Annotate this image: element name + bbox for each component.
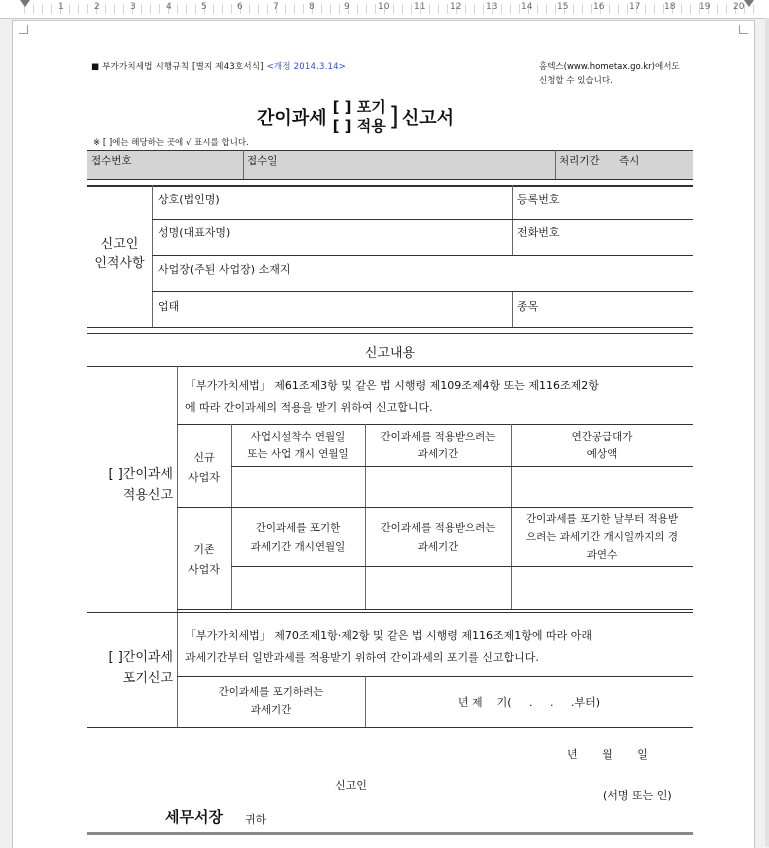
ruler-num: 17 xyxy=(629,2,641,12)
rule xyxy=(152,219,693,220)
rule xyxy=(177,424,693,425)
waive-period-label-line2: 과세기간 xyxy=(250,704,292,716)
rule xyxy=(177,507,693,508)
trade-name-field[interactable]: 상호(법인명) xyxy=(158,193,220,206)
existing-business-label xyxy=(177,540,231,580)
ruler-num: 16 xyxy=(593,2,605,12)
new-col3-line1: 연간공급대가 xyxy=(571,431,633,443)
waive-period-label-line1: 간이과세를 포기하려는 xyxy=(218,686,324,698)
applicant-label-line2: 인적사항 xyxy=(94,256,145,271)
tax-office-label: 세무서장 xyxy=(165,808,223,826)
new-col1-header xyxy=(231,429,365,463)
apply-intro-line1: 「부가가치세법」 제61조제3항 및 같은 법 시행령 제109조제4항 또는 제116조제2항 xyxy=(185,379,599,392)
new-label-line2: 사업자 xyxy=(188,471,220,484)
new-col2-header xyxy=(365,429,511,463)
ex-col3-line1: 간이과세를 포기한 날부터 적용받 xyxy=(525,513,678,525)
online-note xyxy=(539,60,680,88)
honorific: 귀하 xyxy=(245,813,267,826)
rule xyxy=(87,612,693,613)
ex-col3-line3: 과연수 xyxy=(586,549,618,561)
new-tax-period-input[interactable] xyxy=(366,467,510,506)
ex-col1-line2: 과세기간 개시연월일 xyxy=(250,541,346,553)
title-main: 간이과세 xyxy=(257,108,327,129)
title-option-apply[interactable]: [ ] 적용 xyxy=(332,117,386,135)
new-col1-line1: 사업시설착수 연월일 xyxy=(250,431,346,443)
waive-period-input[interactable]: 년 제 기( . . .부터) xyxy=(457,696,601,709)
new-annual-supply-input[interactable] xyxy=(512,467,692,506)
business-type-field[interactable]: 업태 xyxy=(158,300,180,313)
new-start-date-input[interactable] xyxy=(232,467,364,506)
rule xyxy=(177,676,693,677)
indent-right-marker[interactable] xyxy=(744,0,754,7)
margin-corner-mark xyxy=(19,25,28,34)
apply-section-label[interactable] xyxy=(95,464,173,506)
waive-label-line2: 포기신고 xyxy=(122,671,173,686)
waive-intro-line1: 「부가가치세법」 제70조제1항·제2항 및 같은 법 시행령 제116조제1항에 따라 아래 xyxy=(185,629,592,642)
receipt-number-label: 접수번호 xyxy=(91,155,132,167)
form-reference xyxy=(91,60,346,72)
rule xyxy=(177,609,693,610)
ruler-num: 10 xyxy=(378,2,390,12)
ex-col2-header xyxy=(365,519,511,557)
receipt-date-label: 접수일 xyxy=(247,155,278,167)
apply-label-line1: [ ]간이과세 xyxy=(108,467,173,482)
ruler-num: 5 xyxy=(201,2,207,12)
waive-intro-line2: 과세기간부터 일반과세를 적용받기 위하여 간이과세의 포기를 신고합니다. xyxy=(185,651,539,664)
ruler-num: 6 xyxy=(237,2,243,12)
form-ref-text: ■ 부가가치세법 시행규칙 [별지 제43호서식] xyxy=(91,62,264,72)
ex-col1-line1: 간이과세를 포기한 xyxy=(255,522,341,534)
check-note: ※ [ ]에는 해당하는 곳에 √ 표시를 합니다. xyxy=(93,138,249,148)
waive-period-label xyxy=(177,683,365,719)
new-col3-header xyxy=(511,429,693,463)
business-item-field[interactable]: 종목 xyxy=(517,300,539,313)
ex-col2-line2: 과세기간 xyxy=(417,541,459,553)
apply-label-line2: 적용신고 xyxy=(122,488,173,503)
applicant-label-line1: 신고인 xyxy=(100,237,139,252)
ex-start-date-input[interactable] xyxy=(232,567,364,608)
apply-intro-line2: 에 따라 간이과세의 적용을 받기 위하여 신고합니다. xyxy=(185,401,433,414)
ex-col1-header xyxy=(231,519,365,557)
rule xyxy=(87,333,693,334)
ex-tax-period-input[interactable] xyxy=(366,567,510,608)
address-field[interactable]: 사업장(주된 사업장) 소재지 xyxy=(158,263,291,276)
phone-field[interactable]: 전화번호 xyxy=(517,226,560,239)
title-options xyxy=(333,98,386,136)
ruler-num: 18 xyxy=(664,2,676,12)
ruler-num: 2 xyxy=(94,2,100,12)
vertical-scrollbar[interactable] xyxy=(765,18,769,847)
new-col2-line2: 과세기간 xyxy=(417,448,459,460)
processing-period-label: 처리기간 xyxy=(559,155,600,167)
ruler-num: 7 xyxy=(273,2,279,12)
bottom-rule xyxy=(87,832,693,835)
title-option-waive[interactable]: [ ] 포기 xyxy=(332,98,386,116)
ruler-num: 14 xyxy=(521,2,533,12)
submission-date[interactable]: 년 월 일 xyxy=(567,748,648,761)
rule xyxy=(512,185,513,255)
ruler-num: 4 xyxy=(166,2,172,12)
document-page[interactable] xyxy=(12,20,755,848)
ruler-num: 12 xyxy=(450,2,462,12)
ruler-num: 19 xyxy=(699,2,711,12)
ex-col3-line2: 으려는 과세기간 개시일까지의 경 xyxy=(525,531,678,543)
ex-col3-header xyxy=(511,510,693,564)
representative-name-field[interactable]: 성명(대표자명) xyxy=(158,226,231,239)
ruler-num: 8 xyxy=(309,2,315,12)
signature-field[interactable]: (서명 또는 인) xyxy=(603,789,672,802)
waive-label-line1: [ ]간이과세 xyxy=(108,650,173,665)
margin-corner-mark xyxy=(739,25,748,34)
rule xyxy=(87,185,693,187)
ex-col2-line1: 간이과세를 적용받으려는 xyxy=(380,522,496,534)
waive-section-label[interactable] xyxy=(95,647,173,689)
ruler-num: 3 xyxy=(130,2,136,12)
new-business-label xyxy=(177,448,231,488)
ruler-num: 1 xyxy=(58,2,64,12)
title-bracket: ] xyxy=(388,102,399,132)
content-title: 신고내용 xyxy=(364,346,416,361)
new-label-line1: 신규 xyxy=(193,451,215,464)
receipt-bar xyxy=(87,150,693,179)
ruler-num: 9 xyxy=(344,2,350,12)
title-suffix: 신고서 xyxy=(401,108,455,129)
new-col2-line1: 간이과세를 적용받으려는 xyxy=(380,431,496,443)
existing-label-line1: 기존 xyxy=(193,543,215,556)
rule xyxy=(87,727,693,728)
new-col3-line2: 예상액 xyxy=(586,448,618,460)
processing-period-value: 즉시 xyxy=(619,155,640,167)
indent-left-marker[interactable] xyxy=(20,0,30,7)
revision-date: <개정 2014.3.14> xyxy=(266,62,347,72)
ex-years-input[interactable] xyxy=(512,567,692,608)
ruler-num: 20 xyxy=(733,2,745,12)
rule xyxy=(152,185,153,327)
rule xyxy=(87,179,693,180)
rule xyxy=(512,291,513,327)
new-col1-line2: 또는 사업 개시 연월일 xyxy=(247,448,349,460)
reg-number-field[interactable]: 등록번호 xyxy=(517,193,560,206)
form-title xyxy=(257,97,454,137)
ruler-num: 11 xyxy=(414,2,426,12)
rule xyxy=(87,327,693,328)
rule xyxy=(243,150,244,179)
rule xyxy=(555,150,556,179)
rule xyxy=(152,291,693,292)
online-note-line1: 홈텍스(www.hometax.go.kr)에서도 xyxy=(539,62,680,72)
online-note-line2: 신청할 수 있습니다. xyxy=(539,76,613,86)
rule xyxy=(87,150,693,151)
ruler-num: 15 xyxy=(557,2,569,12)
ruler-num: 13 xyxy=(486,2,498,12)
ruler xyxy=(0,0,769,19)
rule xyxy=(152,255,693,256)
applicant-signature-label: 신고인 xyxy=(335,779,367,792)
applicant-section-label xyxy=(87,235,152,273)
existing-label-line2: 사업자 xyxy=(188,563,220,576)
